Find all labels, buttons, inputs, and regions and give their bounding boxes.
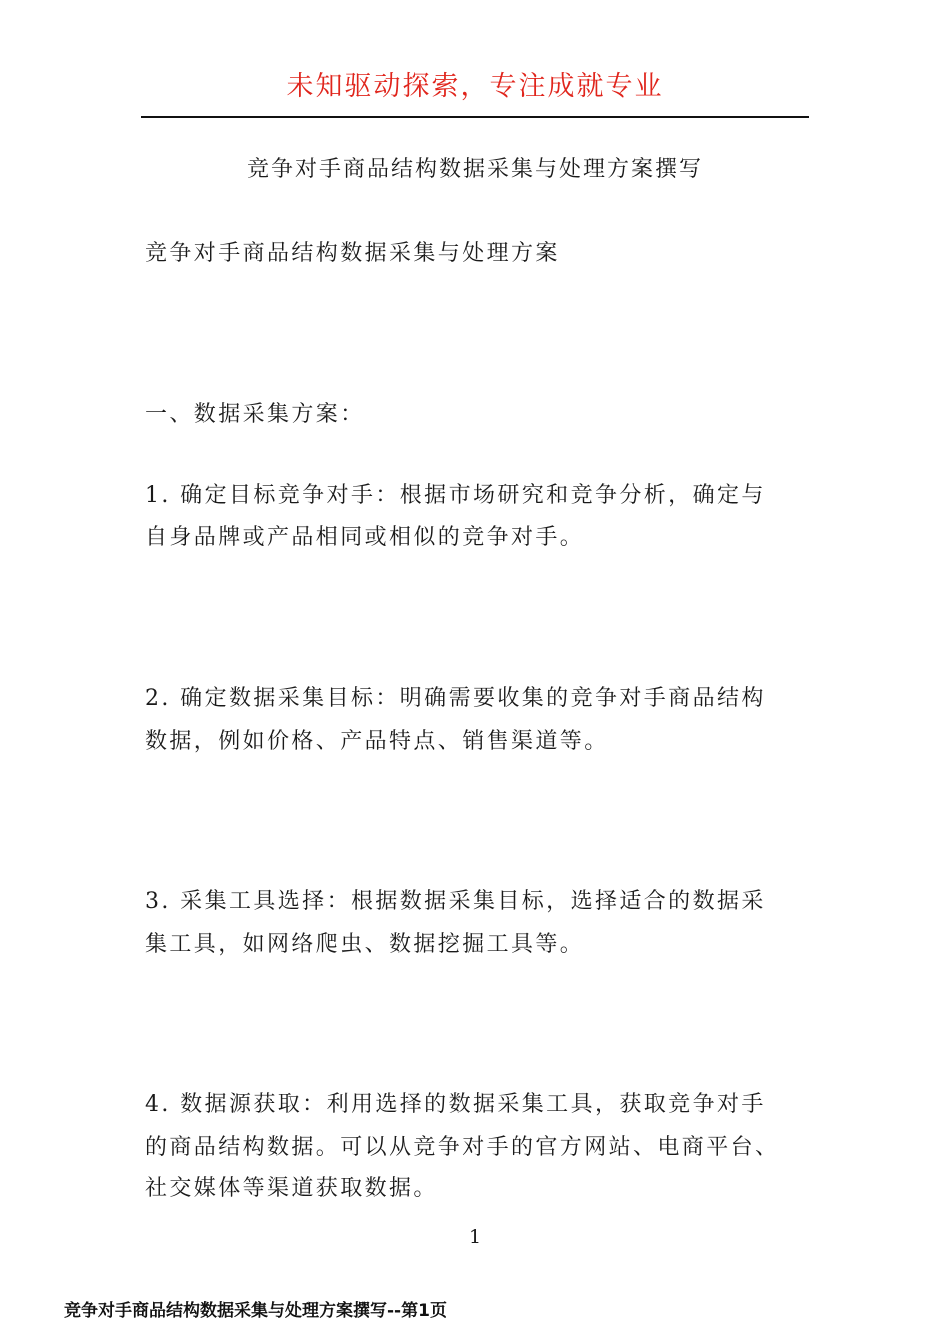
list-item-line: 1. 确定目标竞争对手：根据市场研究和竞争分析，确定与 xyxy=(145,483,766,508)
header-divider xyxy=(141,116,809,118)
document-subtitle: 竞争对手商品结构数据采集与处理方案 xyxy=(145,241,560,266)
document-title: 竞争对手商品结构数据采集与处理方案撰写 xyxy=(246,157,703,182)
footer-caption: 竞争对手商品结构数据采集与处理方案撰写--第1页 xyxy=(64,1301,447,1321)
list-item-line: 社交媒体等渠道获取数据。 xyxy=(145,1176,438,1201)
list-item-line: 集工具，如网络爬虫、数据挖掘工具等。 xyxy=(145,932,585,957)
header-slogan: 未知驱动探索，专注成就专业 xyxy=(286,71,664,102)
list-item-line: 4. 数据源获取：利用选择的数据采集工具，获取竞争对手 xyxy=(145,1092,766,1117)
list-item-line: 数据，例如价格、产品特点、销售渠道等。 xyxy=(145,729,609,754)
list-item-line: 的商品结构数据。可以从竞争对手的官方网站、电商平台、 xyxy=(145,1135,780,1160)
list-item-line: 自身品牌或产品相同或相似的竞争对手。 xyxy=(145,525,585,550)
list-item-line: 2. 确定数据采集目标：明确需要收集的竞争对手商品结构 xyxy=(145,686,766,711)
page-number: 1 xyxy=(468,1226,482,1248)
list-item-line: 3. 采集工具选择：根据数据采集目标，选择适合的数据采 xyxy=(145,889,766,914)
section-heading: 一、数据采集方案： xyxy=(145,402,365,427)
